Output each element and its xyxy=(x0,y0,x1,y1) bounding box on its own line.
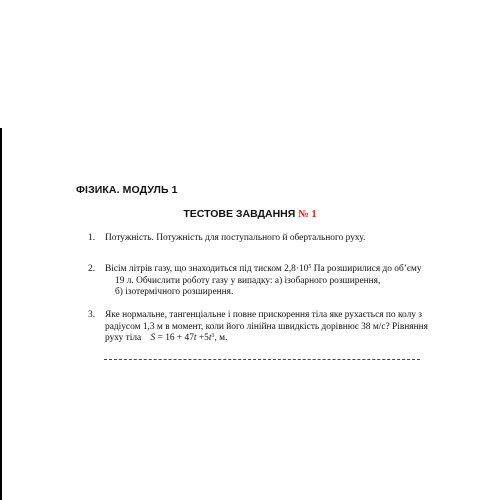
question-line: руху тіла $S = 16 + 47t +5t^3$, м. xyxy=(105,333,228,344)
question-line: Вісім літрів газу, що знаходиться під тиском $2,8\cdot 10^5$ Па розширилися до об’єму xyxy=(105,264,422,274)
question-number: 1. xyxy=(88,233,96,243)
question-line: 19 л. Обчислити роботу газу у випадку: а) ізобарного розширення, xyxy=(115,275,381,286)
question-text: Потужність. Потужність для поступального й обертального руху. xyxy=(105,233,366,243)
question-line: радіусом 1,3 м в момент, коли його лінійна швидкість дорівнює 38 м/с? Рівняння xyxy=(105,321,428,332)
test-title-text: ТЕСТОВЕ ЗАВДАННЯ xyxy=(183,208,296,220)
question-text xyxy=(105,264,461,299)
question-line: Яке нормальне, тангенціальне і повне прискорення тіла яке рухається по колу з xyxy=(105,310,422,320)
formula-var: S xyxy=(150,333,156,344)
question-number: 2. xyxy=(88,264,96,274)
test-title xyxy=(0,208,500,220)
question-number: 3. xyxy=(88,310,96,320)
answer-dashed-line xyxy=(104,359,420,360)
question-line: б) ізотермічного розширення. xyxy=(115,287,234,298)
question-text xyxy=(105,310,461,345)
page-left-border xyxy=(0,128,2,500)
test-number: № 1 xyxy=(298,209,317,220)
module-title: ФІЗИКА. МОДУЛЬ 1 xyxy=(76,184,178,196)
